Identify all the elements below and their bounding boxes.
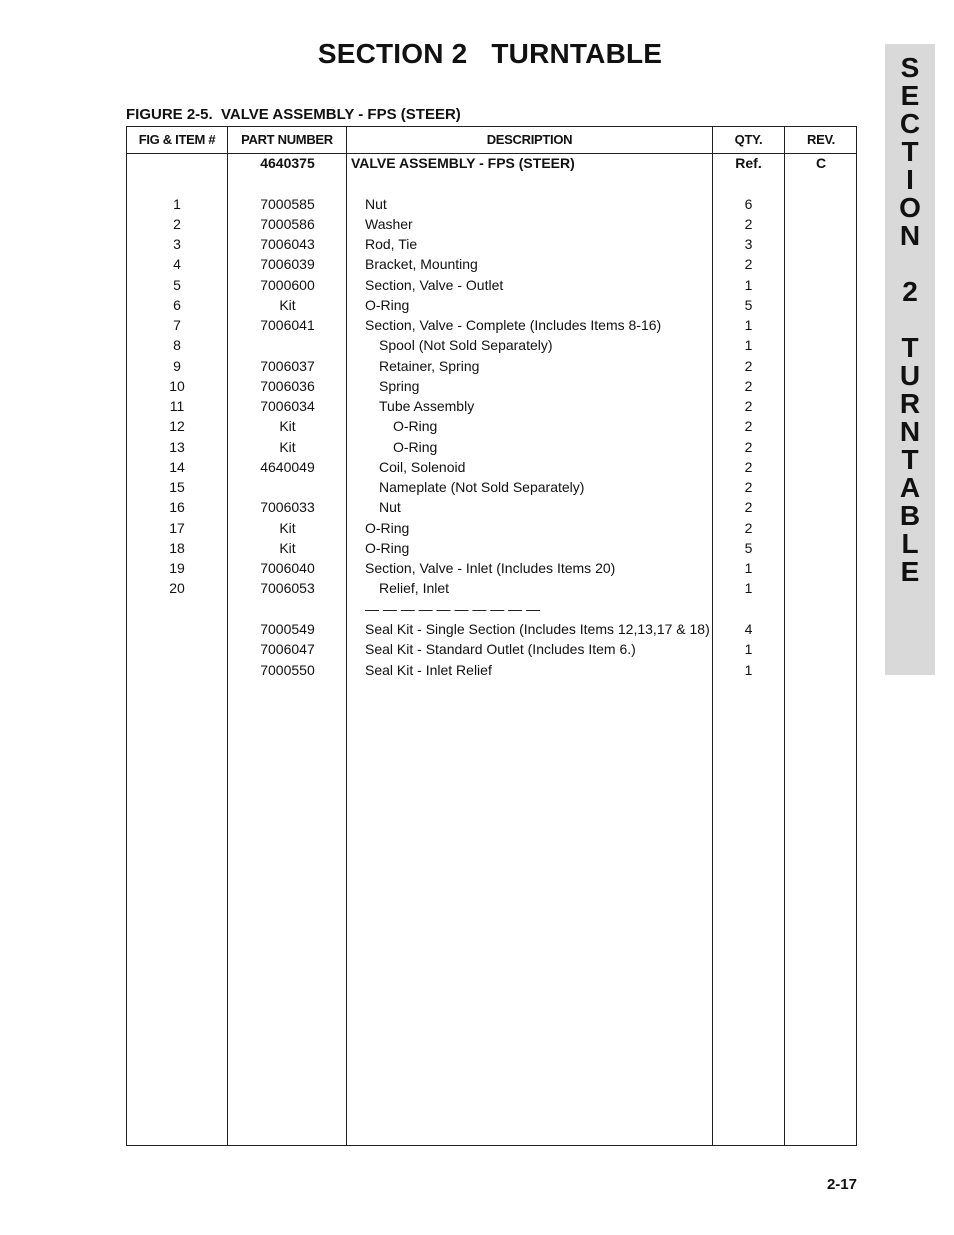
description-cell: O-Ring	[393, 438, 438, 455]
qty-cell: 2	[744, 438, 753, 455]
column-header-item: FIG & ITEM #	[138, 132, 216, 147]
part-number-cell: 7006039	[260, 256, 315, 273]
qty-cell: 1	[744, 641, 753, 658]
side-tab-letter: O	[899, 192, 921, 223]
description-cell: O-Ring	[365, 519, 410, 536]
item-cell: 5	[173, 276, 181, 293]
qty-cell: 2	[744, 519, 753, 536]
side-tab-letter: N	[899, 220, 921, 251]
part-number-cell: 7006036	[260, 377, 315, 394]
part-number-cell: 4640375	[260, 155, 315, 171]
table-row	[127, 356, 856, 376]
description-cell: O-Ring	[365, 296, 410, 313]
description-cell: Rod, Tie	[365, 236, 418, 253]
item-cell: 9	[173, 357, 181, 374]
item-cell: 4	[173, 256, 181, 273]
description-cell: Nut	[365, 195, 387, 212]
side-tab-letter: T	[901, 444, 919, 475]
side-tab-letter: R	[899, 388, 921, 419]
table-row	[127, 173, 856, 193]
qty-cell: 2	[744, 479, 753, 496]
description-cell: Nut	[379, 499, 401, 516]
table-row	[127, 518, 856, 538]
table-row	[127, 437, 856, 457]
qty-cell: 4	[744, 620, 753, 637]
qty-cell: 2	[744, 377, 753, 394]
table-row	[127, 396, 856, 416]
part-number-cell: 7006041	[260, 317, 315, 334]
column-header-part-number: PART NUMBER	[241, 132, 333, 147]
description-cell: Seal Kit - Standard Outlet (Includes Item 6.)	[365, 641, 636, 658]
table-row	[127, 578, 856, 598]
qty-cell: 2	[744, 398, 753, 415]
table-row	[127, 254, 856, 274]
side-tab-letter: E	[900, 80, 920, 111]
part-number-cell: 7006043	[260, 236, 315, 253]
qty-cell: 6	[744, 195, 753, 212]
qty-cell: 2	[744, 458, 753, 475]
table-row	[127, 599, 856, 619]
table-row	[127, 153, 856, 173]
description-cell: Seal Kit - Inlet Relief	[365, 661, 492, 678]
table-row	[127, 457, 856, 477]
part-number-cell: 7006033	[260, 499, 315, 516]
qty-cell: Ref.	[735, 155, 762, 171]
part-number-cell: 7000549	[260, 620, 315, 637]
table-row	[127, 497, 856, 517]
item-cell: 16	[169, 499, 185, 516]
qty-cell: 5	[744, 539, 753, 556]
qty-cell: 1	[744, 580, 753, 597]
side-tab-letter: 2	[902, 276, 918, 307]
table-row	[127, 477, 856, 497]
side-tab-letter: T	[901, 332, 919, 363]
description-cell: Coil, Solenoid	[379, 458, 466, 475]
figure-title: FIGURE 2-5. VALVE ASSEMBLY - FPS (STEER)	[126, 106, 461, 123]
part-number-cell: 7006040	[260, 560, 315, 577]
qty-cell: 1	[744, 560, 753, 577]
item-cell: 15	[169, 479, 185, 496]
item-cell: 2	[173, 215, 181, 232]
table-row	[127, 660, 856, 680]
part-number-cell: 7006037	[260, 357, 315, 374]
description-cell: — — — — — — — — — —	[365, 600, 541, 617]
part-number-cell: 7006053	[260, 580, 315, 597]
item-cell: 18	[169, 539, 185, 556]
table-row	[127, 214, 856, 234]
table-row	[127, 376, 856, 396]
table-row	[127, 639, 856, 659]
description-cell: Section, Valve - Complete (Includes Items 8-16)	[365, 317, 662, 334]
side-tab-letter: N	[899, 416, 921, 447]
description-cell: Section, Valve - Outlet	[365, 276, 504, 293]
side-tab-letter: S	[900, 52, 920, 83]
item-cell: 12	[169, 418, 185, 435]
description-cell: VALVE ASSEMBLY - FPS (STEER)	[351, 155, 575, 171]
column-header-qty: QTY.	[734, 132, 763, 147]
item-cell: 7	[173, 317, 181, 334]
part-number-cell: Kit	[279, 296, 296, 313]
qty-cell: 5	[744, 296, 753, 313]
item-cell: 1	[173, 195, 181, 212]
table-row	[127, 558, 856, 578]
description-cell: Retainer, Spring	[379, 357, 480, 374]
qty-cell: 1	[744, 337, 753, 354]
description-cell: Bracket, Mounting	[365, 256, 478, 273]
table-row	[127, 538, 856, 558]
description-cell: Section, Valve - Inlet (Includes Items 20)	[365, 560, 616, 577]
description-cell: Spool (Not Sold Separately)	[379, 337, 553, 354]
qty-cell: 2	[744, 256, 753, 273]
table-row	[127, 295, 856, 315]
description-cell: Washer	[365, 215, 413, 232]
item-cell: 3	[173, 236, 181, 253]
column-header-description: DESCRIPTION	[486, 132, 573, 147]
side-tab-letter: B	[899, 500, 921, 531]
part-number-cell: 7006047	[260, 641, 315, 658]
table-row	[127, 619, 856, 639]
qty-cell: 2	[744, 499, 753, 516]
part-number-cell: Kit	[279, 418, 296, 435]
table-row	[127, 416, 856, 436]
description-cell: Relief, Inlet	[379, 580, 450, 597]
side-tab-letter: C	[899, 108, 921, 139]
item-cell: 11	[169, 398, 185, 415]
side-tab-letter: U	[899, 360, 921, 391]
qty-cell: 1	[744, 276, 753, 293]
item-cell: 14	[169, 458, 185, 475]
part-number-cell: Kit	[279, 539, 296, 556]
page-number: 2-17	[826, 1176, 857, 1193]
part-number-cell: 7000585	[260, 195, 315, 212]
part-number-cell: Kit	[279, 519, 296, 536]
part-number-cell: 4640049	[260, 458, 315, 475]
qty-cell: 2	[744, 418, 753, 435]
description-cell: Nameplate (Not Sold Separately)	[379, 479, 585, 496]
part-number-cell: 7000550	[260, 661, 315, 678]
part-number-cell: 7000600	[260, 276, 315, 293]
item-cell: 20	[169, 580, 185, 597]
section-title: SECTION 2 TURNTABLE	[317, 38, 663, 69]
item-cell: 19	[169, 560, 185, 577]
description-cell: Seal Kit - Single Section (Includes Items 12,13,17 & 18)	[365, 620, 710, 637]
side-tab-letter: E	[900, 556, 920, 587]
parts-table	[126, 126, 857, 1146]
rev-cell: C	[815, 155, 827, 171]
item-cell: 13	[169, 438, 185, 455]
column-header-rev: REV.	[807, 132, 835, 147]
side-tab-letter: I	[906, 164, 914, 195]
qty-cell: 1	[744, 661, 753, 678]
table-row	[127, 335, 856, 355]
item-cell: 8	[173, 337, 181, 354]
table-row	[127, 275, 856, 295]
description-cell: Tube Assembly	[379, 398, 475, 415]
description-cell: O-Ring	[393, 418, 438, 435]
description-cell: Spring	[379, 377, 420, 394]
part-number-cell: Kit	[279, 438, 296, 455]
part-number-cell: 7000586	[260, 215, 315, 232]
side-tab-letter: T	[901, 136, 919, 167]
part-number-cell: 7006034	[260, 398, 315, 415]
table-row	[127, 315, 856, 335]
item-cell: 6	[173, 296, 181, 313]
qty-cell: 1	[744, 317, 753, 334]
side-tab-letter: A	[899, 472, 921, 503]
section-side-tab	[885, 44, 935, 675]
item-cell: 10	[169, 377, 185, 394]
side-tab-letter: L	[901, 528, 919, 559]
item-cell: 17	[169, 519, 185, 536]
description-cell: O-Ring	[365, 539, 410, 556]
qty-cell: 3	[744, 236, 753, 253]
qty-cell: 2	[744, 215, 753, 232]
table-row	[127, 194, 856, 214]
qty-cell: 2	[744, 357, 753, 374]
table-row	[127, 234, 856, 254]
